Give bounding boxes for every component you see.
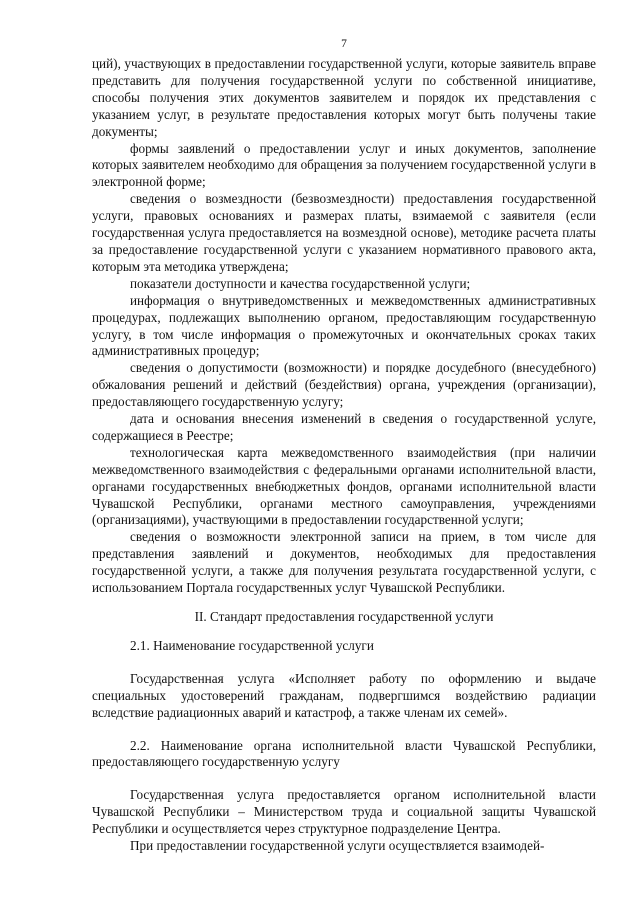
section-title: II. Стандарт предоставления государственной услуги — [194, 609, 494, 624]
paragraph-tech-card: технологическая карта межведомственного взаимодействия (при наличии межведомственного взаимодействия с федеральными органами исполнительной власти, органами государственных внебюджетных фондов, органами исполнительной власти Чувашской Республики, органами местного самоуправления, учреждениями (организациями), участвующими в предоставлении государственной услуги; — [92, 444, 596, 528]
paragraph-changes: дата и основания внесения изменений в сведения о государственной услуге, содержащиеся в Реестре; — [92, 411, 596, 443]
subsection-text-2-2: Государственная услуга предоставляется органом исполнительной власти Чувашской Республики – Министерством труда и социальной защиты Чувашской Республики и осуществляется через структурное подразделение Центра. — [92, 787, 596, 837]
paragraph-fees: сведения о возмездности (безвозмездности) предоставления государственной услуги, правовых основаниях и размерах платы, взимаемой с заявителя (если государственная услуга предоставляется на возмездной основе), методике расчета платы за предоставление государственной услуги с указанием нормативного правового акта, которым эта методика утверждена; — [92, 191, 596, 274]
subsection-heading-2-2: 2.2. Наименование органа исполнительной власти Чувашской Республики, предоставляющего государственную услугу — [92, 737, 596, 770]
subsection-heading-2-1: 2.1. Наименование государственной услуги — [130, 637, 374, 653]
document-page — [92, 36, 596, 855]
paragraph-quality: показатели доступности и качества государственной услуги; — [130, 275, 471, 291]
paragraph-e-appointment: сведения о возможности электронной записи на прием, в том числе для представления заявлений и документов, необходимых для предоставления государственной услуги, а также для получения результата государственной услуги, с использованием Портала государственных услуг Чувашской Республики. — [92, 529, 596, 596]
subsection-text-2-2-continued: При предоставлении государственной услуги осуществляется взаимодей- — [130, 838, 545, 854]
paragraph-procedures: информация о внутриведомственных и межведомственных административных процедурах, подлежащих выполнению органом, предоставляющим государственную услугу, в том числе информация о промежуточных и окончательных сроках таких административных процедур; — [92, 292, 596, 359]
paragraph-continuation: ций), участвующих в предоставлении государственной услуги, которые заявитель вправе представить для получения государственной услуги по собственной инициативе, способы получения этих документов заявителем и порядок их представления с указанием услуг, в результате предоставления которых могут быть получены такие документы; — [92, 56, 596, 139]
subsection-text-2-1: Государственная услуга «Исполняет работу по оформлению и выдаче специальных удостоверений гражданам, подвергшимся воздействию радиации вследствие радиационных аварий и катастроф, а также членам их семей». — [92, 670, 596, 720]
paragraph-forms: формы заявлений о предоставлении услуг и иных документов, заполнение которых заявителем необходимо для обращения за получением государственной услуги в электронной форме; — [92, 140, 596, 190]
page-number: 7 — [341, 38, 347, 50]
paragraph-appeal: сведения о допустимости (возможности) и порядке досудебного (внесудебного) обжалования решений и действий (бездействия) органа, учреждения (организации), предоставляющего государственную услугу; — [92, 360, 596, 410]
